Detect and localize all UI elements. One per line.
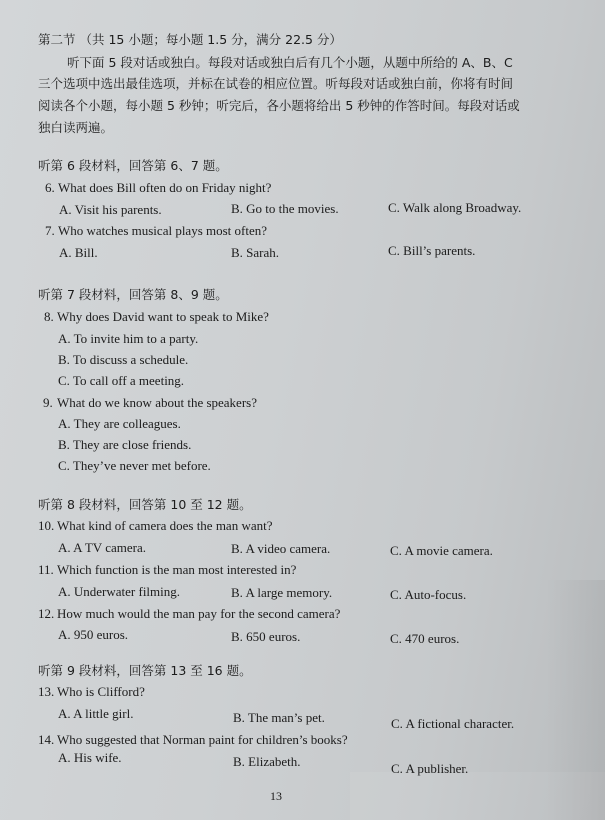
- question-number: 12.: [38, 606, 55, 621]
- option-c: C. Auto-focus.: [390, 587, 467, 602]
- section-title: 第二节 （共 15 小题；每小题 1.5 分，满分 22.5 分）: [38, 32, 342, 47]
- option-b: B. A large memory.: [231, 585, 333, 600]
- option-b: B. They are close friends.: [58, 437, 192, 452]
- option-c: C. To call off a meeting.: [58, 373, 185, 388]
- option-a: A. His wife.: [58, 750, 122, 765]
- question-text: Which function is the man most interested in?: [57, 562, 297, 577]
- option-b: B. The man’s pet.: [233, 710, 325, 725]
- option-c: C. They’ve never met before.: [58, 458, 211, 473]
- option-c: C. 470 euros.: [390, 631, 460, 646]
- option-a: A. A little girl.: [58, 706, 134, 721]
- question-text: How much would the man pay for the second camera?: [57, 606, 341, 621]
- group-heading: 听第 7 段材料，回答第 8、9 题。: [38, 287, 228, 302]
- option-b: B. Sarah.: [231, 245, 280, 260]
- option-b: B. A video camera.: [231, 541, 331, 556]
- option-c: C. A fictional character.: [391, 716, 515, 731]
- option-a: A. They are colleagues.: [58, 416, 181, 431]
- group-heading: 听第 9 段材料，回答第 13 至 16 题。: [38, 663, 252, 678]
- option-a: A. Underwater filming.: [58, 584, 181, 599]
- instruction-line: 三个选项中选出最佳选项，并标在试卷的相应位置。听每段对话或独白前，你将有时间: [38, 76, 514, 91]
- question-text: What does Bill often do on Friday night?: [58, 180, 272, 195]
- question-text: What do we know about the speakers?: [57, 395, 257, 410]
- question-number: 10.: [38, 518, 55, 533]
- option-a: A. A TV camera.: [58, 540, 146, 555]
- option-b: B. Elizabeth.: [233, 754, 301, 769]
- question-text: Who watches musical plays most often?: [58, 223, 268, 238]
- question-number: 6.: [45, 180, 55, 195]
- question-number: 8.: [44, 309, 54, 324]
- instruction-line: 听下面 5 段对话或独白。每段对话或独白后有几个小题，从题中所给的 A、B、C: [67, 55, 513, 70]
- question-text: Who suggested that Norman paint for children’s books?: [57, 732, 348, 747]
- question-text: Who is Clifford?: [57, 684, 145, 699]
- group-heading: 听第 8 段材料，回答第 10 至 12 题。: [38, 497, 252, 512]
- instruction-line: 阅读各个小题，每小题 5 秒钟；听完后，各小题将给出 5 秒钟的作答时间。每段对话或: [38, 98, 520, 113]
- option-b: B. To discuss a schedule.: [58, 352, 189, 367]
- question-number: 7.: [45, 223, 55, 238]
- option-a: A. To invite him to a party.: [58, 331, 199, 346]
- instruction-line: 独白读两遍。: [38, 120, 114, 135]
- option-c: C. A movie camera.: [390, 543, 493, 558]
- option-b: B. Go to the movies.: [231, 201, 339, 216]
- question-number: 13.: [38, 684, 55, 699]
- option-b: B. 650 euros.: [231, 629, 301, 644]
- group-heading: 听第 6 段材料，回答第 6、7 题。: [38, 158, 228, 173]
- question-number: 14.: [38, 732, 55, 747]
- page-number: 13: [270, 789, 282, 803]
- option-a: A. Visit his parents.: [59, 202, 162, 217]
- option-c: C. Bill’s parents.: [388, 243, 476, 258]
- option-c: C. Walk along Broadway.: [388, 200, 522, 215]
- question-number: 9.: [43, 395, 53, 410]
- option-a: A. 950 euros.: [58, 627, 129, 642]
- question-text: Why does David want to speak to Mike?: [57, 309, 269, 324]
- question-text: What kind of camera does the man want?: [57, 518, 273, 533]
- option-a: A. Bill.: [59, 245, 98, 260]
- question-number: 11.: [38, 562, 54, 577]
- option-c: C. A publisher.: [391, 761, 469, 776]
